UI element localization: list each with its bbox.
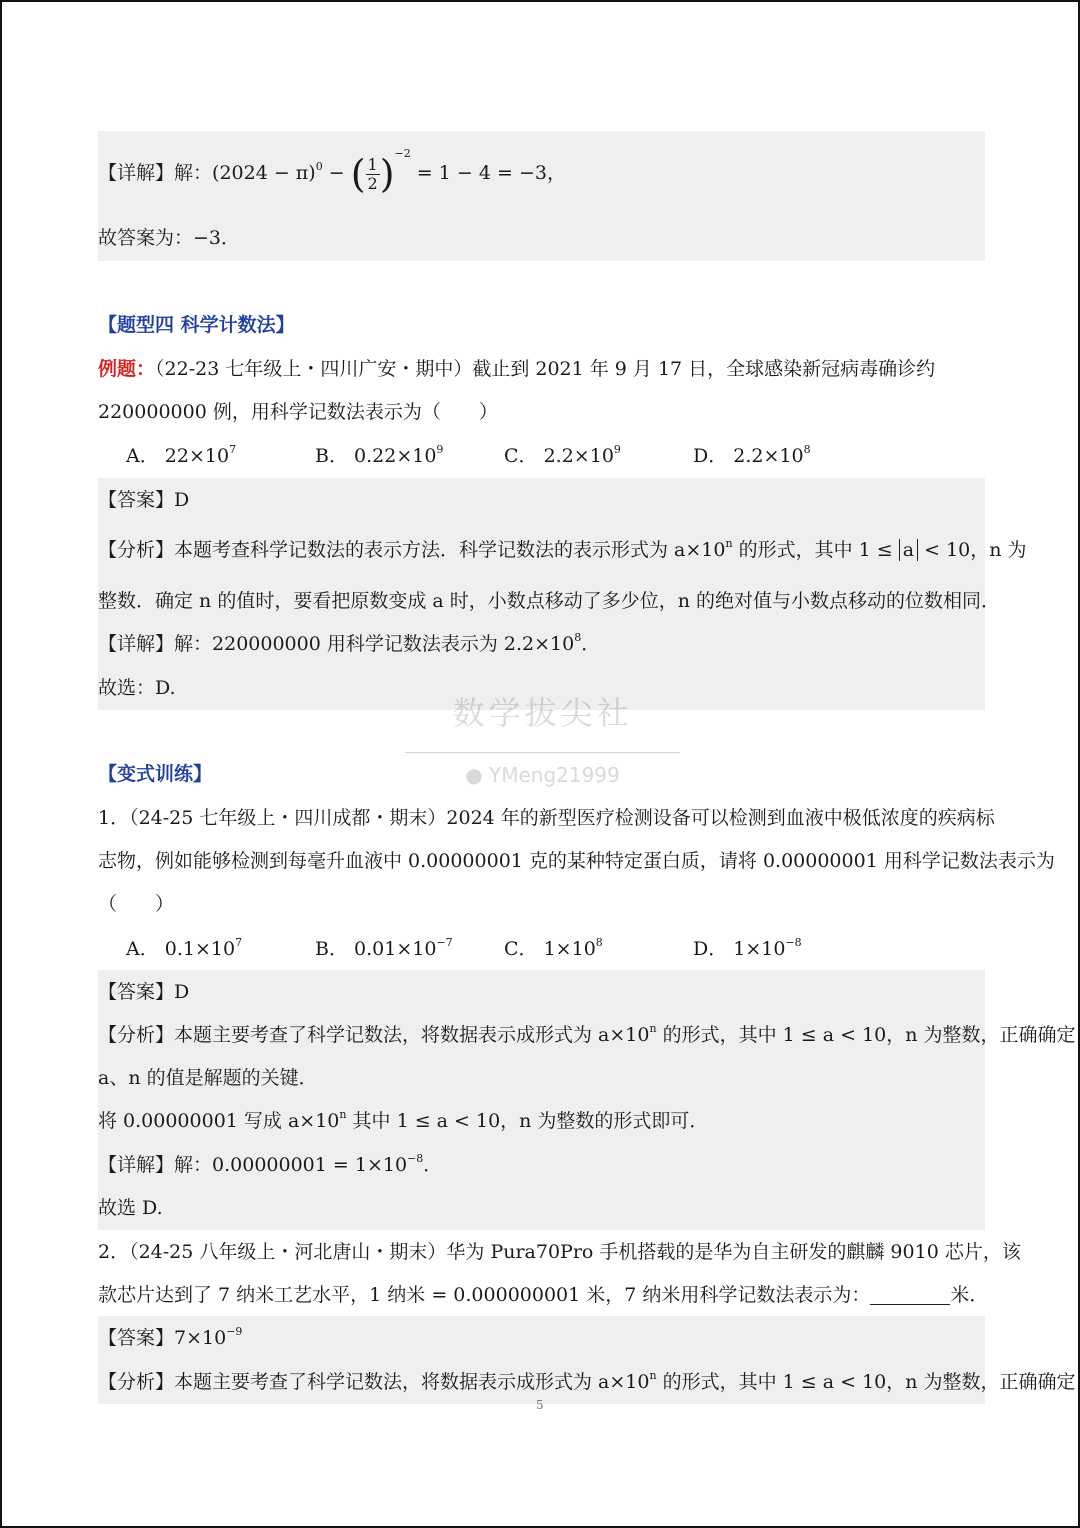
q1-option-d: D． $1\times 10^{-8}$: [693, 936, 802, 960]
example-answer: 【答案】D: [98, 489, 190, 511]
example-option-a: A． $22\times 10^7$: [126, 443, 237, 467]
q1-solution-box: [98, 970, 985, 1230]
example-option-d: D． $2.2\times 10^8$: [693, 443, 811, 467]
page-number: 5: [536, 1398, 544, 1412]
example-analysis-2: 整数．确定 n 的值时，要看把原数变成 a 时，小数点移动了多少位，n 的绝对值与小数点移动的位数相同．: [98, 590, 1001, 612]
q1-select: 故选 D.: [98, 1197, 163, 1219]
q2-analysis-1: 【分析】本题主要考查了科学记数法，将数据表示成形式为 $a\times 10^n$ 的形式，其中 1 ≤ a < 10，n 为整数，正确确定: [98, 1369, 1076, 1393]
example-analysis-1: 【分析】本题考查科学记数法的表示方法．科学记数法的表示形式为 $a\times 10^n$ 的形式，其中 1 ≤ a < 10，n 为: [98, 537, 1027, 561]
q1-line-2: 志物，例如能够检测到每毫升血液中 0.00000001 克的某种特定蛋白质，请将 0.00000001 用科学记数法表示为: [98, 850, 1055, 872]
watermark: 数学拔尖社 ● YMeng21999: [405, 688, 680, 787]
example-option-b: B． $0.22\times 10^9$: [315, 443, 444, 467]
q1-line-1: 1．（24-25 七年级上・四川成都・期末）2024 年的新型医疗检测设备可以检测到血液中极低浓度的疾病标: [98, 807, 995, 829]
q1-detail: 【详解】解：$0.00000001 = 1\times 10^{-8}$．: [98, 1152, 443, 1176]
variant-title: 【变式训练】: [98, 763, 213, 785]
section-title: 【题型四 科学计数法】: [98, 314, 295, 336]
detail-tag: 【详解】: [98, 162, 175, 184]
q1-option-c: C． $1\times 10^8$: [504, 936, 603, 960]
q2-line-1: 2．（24-25 八年级上・河北唐山・期末）华为 Pura70Pro 手机搭载的是华为自主研发的麒麟 9010 芯片，该: [98, 1241, 1021, 1263]
example-line-2: 220000000 例，用科学记数法表示为（ ）: [98, 401, 498, 423]
q1-analysis-2: a、n 的值是解题的关键．: [98, 1067, 318, 1089]
answer-blank: [870, 1284, 950, 1305]
example-option-c: C． $2.2\times 10^9$: [504, 443, 621, 467]
q2-answer: 【答案】$7\times 10^{-9}$: [98, 1325, 243, 1349]
q1-line-3: （ ）: [98, 893, 175, 915]
example-line-1: 例题：（22-23 七年级上・四川广安・期中）截止到 2021 年 9 月 17 日，全球感染新冠病毒确诊约: [98, 358, 936, 380]
answer-line: 故答案为：−3．: [98, 227, 241, 249]
q1-option-b: B． $0.01\times 10^{-7}$: [315, 936, 453, 960]
q1-analysis-3: 将 0.00000001 写成 $a\times 10^n$ 其中 1 ≤ a < 10，n 为整数的形式即可．: [98, 1108, 709, 1132]
detail-line: 【详解】解：$(2024 - \pi)^0$ − ( $\frac{1}{2}$ )$^{-2}$ = 1 − 4 = −3，: [98, 147, 566, 196]
wechat-icon: ●: [465, 763, 483, 787]
q1-analysis-1: 【分析】本题主要考查了科学记数法，将数据表示成形式为 $a\times 10^n$ 的形式，其中 1 ≤ a < 10，n 为整数，正确确定: [98, 1022, 1076, 1046]
example-label: 例题：: [98, 358, 156, 380]
example-detail: 【详解】解：220000000 用科学记数法表示为 $2.2\times 10^8$．: [98, 631, 601, 655]
fraction: $\frac{1}{2}$: [367, 154, 378, 193]
q1-answer: 【答案】D: [98, 981, 190, 1003]
example-select: 故选：D.: [98, 677, 176, 699]
q1-option-a: A． $0.1\times 10^7$: [126, 936, 243, 960]
q2-line-2: 款芯片达到了 7 纳米工艺水平，1 纳米 = 0.000000001 米，7 纳米用科学记数法表示为： 米．: [98, 1284, 989, 1306]
